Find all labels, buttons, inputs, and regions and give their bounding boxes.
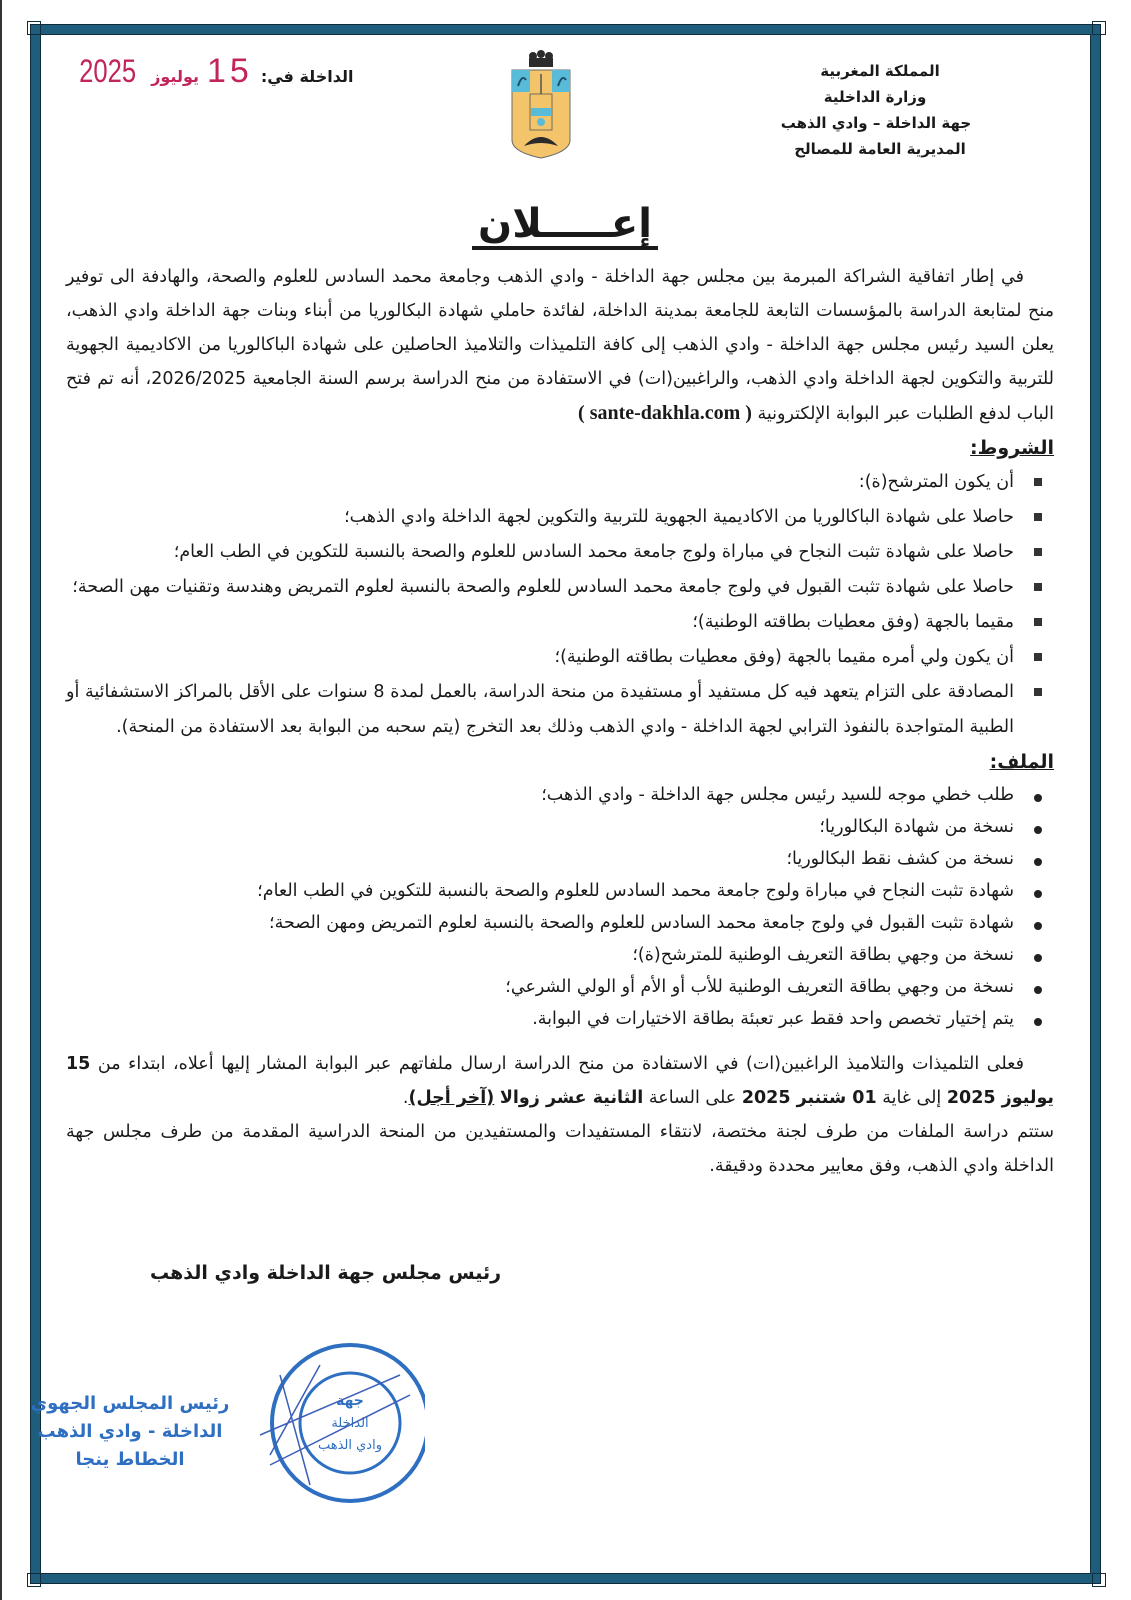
- letterhead-ministry: وزارة الداخلية: [823, 88, 927, 106]
- letterhead-region: جهة الداخلة – وادي الذهب: [780, 114, 972, 132]
- stamp-line: الداخلة - وادي الذهب: [37, 1421, 223, 1442]
- seal-inner-line: وادي الذهب: [317, 1438, 383, 1453]
- date-year: 2025: [79, 53, 137, 89]
- file-item: شهادة تثبت القبول في ولوج جامعة محمد السادس للعلوم والصحة بالنسبة لعلوم التمريض ومهن الصحة؛: [66, 907, 1014, 939]
- intro-paragraph: [66, 260, 1054, 431]
- document-date: [72, 52, 353, 91]
- selection-paragraph: ستتم دراسة الملفات من طرف لجنة مختصة، لانتقاء المستفيدات والمستفيدين من المنحة الدراسية المقدمة من طرف مجلس جهة الداخلة وادي الذهب، وفق معايير محددة ودقيقة.: [66, 1122, 1054, 1176]
- file-documents-list: [66, 779, 1054, 1035]
- conditions-heading: الشروط:: [970, 437, 1054, 459]
- condition-item: أن يكون ولي أمره مقيما بالجهة (وفق معطيات بطاقته الوطنية)؛: [66, 640, 1014, 675]
- date-label: الداخلة في:: [260, 67, 354, 86]
- deadline-note: (آخر أجل): [408, 1088, 495, 1108]
- seal-inner-line: جهة: [336, 1393, 364, 1409]
- condition-item: حاصلا على شهادة تثبت القبول في ولوج جامعة محمد السادس للعلوم والصحة بالنسبة لعلوم التمريض وهندسة وتقنيات مهن الصحة؛: [66, 570, 1014, 605]
- file-item: نسخة من كشف نقط البكالوريا؛: [66, 843, 1014, 875]
- frame-corner-ornament: [1092, 21, 1106, 35]
- regional-coat-of-arms-icon: [510, 48, 572, 160]
- letterhead-directorate: المديرية العامة للمصالح: [794, 140, 966, 158]
- letterhead-kingdom: المملكة المغربية: [820, 62, 940, 80]
- seal-inner-line: الداخلة: [331, 1416, 369, 1431]
- frame-corner-ornament: [1092, 1573, 1106, 1587]
- intro-text: في إطار اتفاقية الشراكة المبرمة بين مجلس جهة الداخلة - وادي الذهب وجامعة محمد السادس للعلوم والصحة، والهادفة الى توفير منح لمتابعة الدراسة بالمؤسسات التابعة للجامعة بمدينة الداخلة، لفائدة حاملي شهادة البكالوريا من أبناء وبنات جهة الداخلة وادي الذهب، يعلن السيد رئيس مجلس جهة الداخلة - وادي الذهب إلى كافة التلميذات والتلاميذ الحاصلين على شهادة الباكالوريا من الاكاديمية الجهوية للتربية والتكوين لجهة الداخلة وادي الذهب، والراغبين(ات) في الاستفادة من منح الدراسة برسم السنة الجامعية 2026/2025، أنه تم فتح الباب لدفع الطلبات عبر البوابة الإلكترونية: [66, 267, 1054, 424]
- condition-item: أن يكون المترشح(ة):: [66, 465, 1014, 500]
- file-item: شهادة تثبت النجاح في مباراة ولوج جامعة محمد السادس للعلوم والصحة بالنسبة للتكوين في الطب العام؛: [66, 875, 1014, 907]
- submission-paragraph: [66, 1047, 1054, 1115]
- submission-text: فعلى التلميذات والتلاميذ الراغبين(ات) في الاستفادة من منح الدراسة ارسال ملفاتهم عبر البوابة المشار إليها أعلاه، ابتداء من: [97, 1054, 1024, 1074]
- end-date: 01 شتنبر 2025: [741, 1088, 877, 1108]
- official-stamp-text: [30, 1390, 230, 1474]
- file-heading: الملف:: [989, 751, 1054, 773]
- condition-item: حاصلا على شهادة الباكالوريا من الاكاديمية الجهوية للتربية والتكوين لجهة الداخلة وادي الذهب؛: [66, 500, 1014, 535]
- deadline-time: الثانية عشر زوالا: [499, 1088, 644, 1108]
- closing-section: [66, 1047, 1054, 1183]
- stamp-line: رئيس المجلس الجهوي: [30, 1393, 230, 1414]
- stamp-line: الخطاط ينجا: [75, 1449, 185, 1470]
- signatory-title: رئيس مجلس جهة الداخلة وادي الذهب: [150, 1262, 502, 1284]
- frame-corner-ornament: [27, 21, 41, 35]
- condition-item: المصادقة على التزام يتعهد فيه كل مستفيد أو مستفيدة من منحة الدراسة، بالعمل لمدة 8 سنوات على الأقل بالمراكز الاستشفائية أو الطبية المتواجدة بالنفوذ الترابي لجهة الداخلة - وادي الذهب وذلك بعد التخرج (يتم سحبه من البوابة بعد الاستفادة من المنحة).: [66, 675, 1014, 745]
- until-text: إلى غاية: [882, 1088, 942, 1108]
- title-text: إعـــــلان: [472, 202, 658, 250]
- period: .: [402, 1088, 409, 1108]
- crown-icon: [529, 50, 553, 67]
- frame-corner-ornament: [27, 1573, 41, 1587]
- announcement-title: [60, 202, 1070, 250]
- document-content: [60, 40, 1070, 1570]
- official-seal-icon: [250, 1335, 425, 1510]
- file-item: طلب خطي موجه للسيد رئيس مجلس جهة الداخلة - وادي الذهب؛: [66, 779, 1014, 811]
- file-item: نسخة من شهادة البكالوريا؛: [66, 811, 1014, 843]
- announcement-body: [66, 260, 1054, 1183]
- date-day: 15: [207, 52, 253, 90]
- file-item: يتم إختيار تخصص واحد فقط عبر تعبئة بطاقة الاختيارات في البوابة.: [66, 1003, 1014, 1035]
- conditions-list: [66, 465, 1054, 745]
- at-text: على الساعة: [648, 1088, 737, 1108]
- letterhead: [750, 58, 1010, 162]
- file-item: نسخة من وجهي بطاقة التعريف الوطنية للأب أو الأم أو الولي الشرعي؛: [66, 971, 1014, 1003]
- condition-item: حاصلا على شهادة تثبت النجاح في مباراة ولوج جامعة محمد السادس للعلوم والصحة بالنسبة للتكوين في الطب العام؛: [66, 535, 1014, 570]
- file-item: نسخة من وجهي بطاقة التعريف الوطنية للمترشح(ة)؛: [66, 939, 1014, 971]
- start-date: 15 يوليوز 2025: [66, 1054, 1054, 1108]
- condition-item: مقيما بالجهة (وفق معطيات بطاقته الوطنية)؛: [66, 605, 1014, 640]
- portal-url-link[interactable]: ( sante-dakhla.com ): [578, 402, 752, 424]
- date-month: يوليوز: [151, 67, 200, 86]
